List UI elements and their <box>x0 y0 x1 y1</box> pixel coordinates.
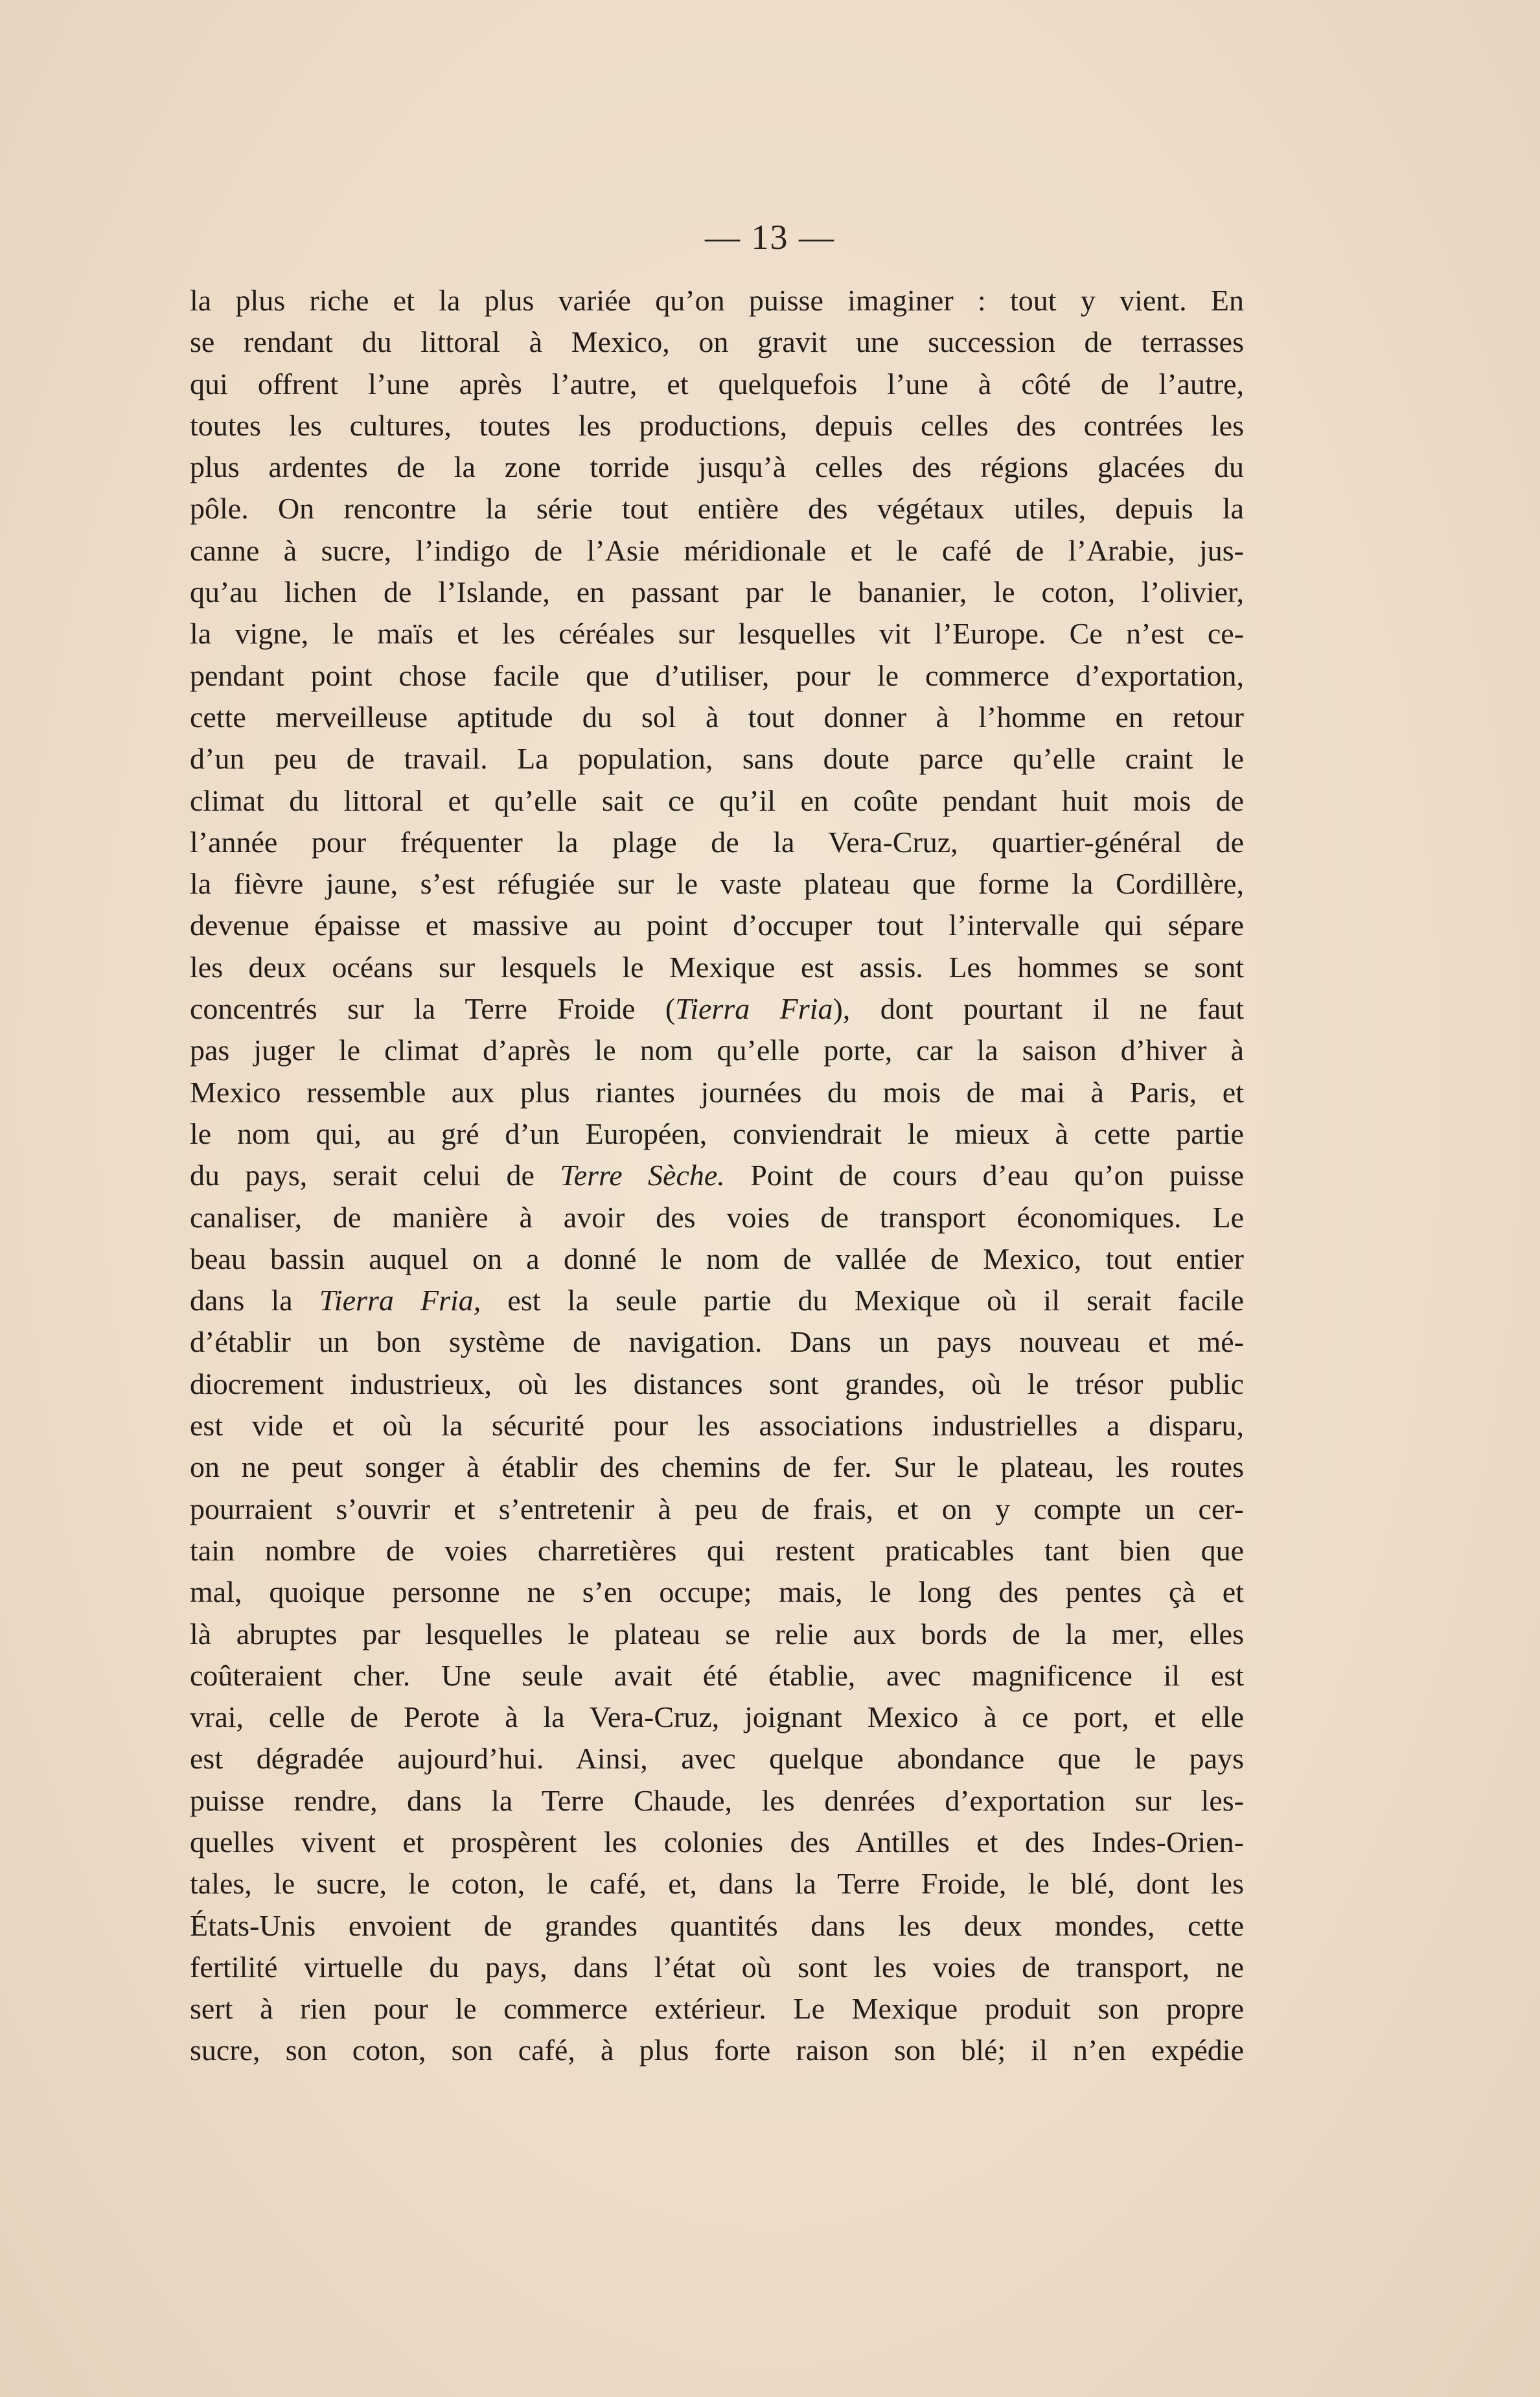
text-line <box>190 905 1244 946</box>
text-line <box>190 780 1244 822</box>
text-line <box>190 947 1244 988</box>
text-segment: tales, le sucre, le coton, le café, et, dans la Terre Froide, le blé, dont les <box>190 1867 1244 1901</box>
text-segment: beau bassin auquel on a donné le nom de vallée de Mexico, tout entier <box>190 1242 1244 1275</box>
text-segment: fertilité virtuelle du pays, dans l’état où sont les voies de transport, ne <box>190 1950 1244 1984</box>
text-line <box>190 446 1244 488</box>
text-segment: ), dont pourtant il ne faut <box>833 992 1244 1026</box>
text-segment: la plus riche et la plus variée qu’on puisse imaginer : tout y vient. En <box>190 284 1244 317</box>
text-segment: d’un peu de travail. La population, sans doute parce qu’elle craint le <box>190 742 1244 776</box>
text-segment: pendant point chose facile que d’utiliser, pour le commerce d’exportation, <box>190 658 1244 692</box>
text-segment: pôle. On rencontre la série tout entière des végétaux utiles, depuis la <box>190 492 1244 526</box>
text-segment: qui offrent l’une après l’autre, et quelquefois l’une à côté de l’autre, <box>190 367 1244 400</box>
text-segment: la fièvre jaune, s’est réfugiée sur le vaste plateau que forme la Cordillère, <box>190 867 1244 901</box>
text-line <box>190 1738 1244 1779</box>
text-line <box>190 1905 1244 1947</box>
text-line <box>190 1822 1244 1863</box>
text-line <box>190 738 1244 780</box>
text-line <box>190 572 1244 613</box>
text-segment: du pays, serait celui de <box>190 1159 560 1192</box>
text-line <box>190 1988 1244 2030</box>
text-line <box>190 530 1244 572</box>
text-line <box>190 1488 1244 1530</box>
text-segment: États-Unis envoient de grandes quantités dans les deux mondes, cette <box>190 1908 1244 1942</box>
text-segment: cette merveilleuse aptitude du sol à tout donner à l’homme en retour <box>190 700 1244 734</box>
text-segment: mal, quoique personne ne s’en occupe; mais, le long des pentes çà et <box>190 1575 1244 1609</box>
text-line <box>190 280 1244 321</box>
text-line <box>190 1696 1244 1738</box>
text-line <box>190 1446 1244 1488</box>
text-line <box>190 1405 1244 1446</box>
text-line <box>190 1197 1244 1238</box>
text-segment: pourraient s’ouvrir et s’entretenir à peu de frais, et on y compte un cer- <box>190 1492 1244 1525</box>
text-segment: diocrement industrieux, où les distances sont grandes, où le trésor public <box>190 1367 1244 1400</box>
text-line <box>190 1530 1244 1571</box>
text-segment: concentrés sur la Terre Froide ( <box>190 992 676 1026</box>
text-segment: on ne peut songer à établir des chemins de fer. Sur le plateau, les routes <box>190 1450 1244 1484</box>
text-line <box>190 1072 1244 1113</box>
page-number: — 13 — <box>705 218 835 257</box>
text-segment: climat du littoral et qu’elle sait ce qu’il en coûte pendant huit mois de <box>190 783 1244 817</box>
text-segment: quelles vivent et prospèrent les colonies des Antilles et des Indes-Orien- <box>190 1825 1244 1859</box>
text-line <box>190 405 1244 446</box>
text-line <box>190 1280 1244 1321</box>
text-line <box>190 1155 1244 1196</box>
text-segment: pas juger le climat d’après le nom qu’elle porte, car la saison d’hiver à <box>190 1034 1244 1067</box>
text-segment: sucre, son coton, son café, à plus forte raison son blé; il n’en expédie <box>190 2033 1244 2067</box>
text-segment: toutes les cultures, toutes les productions, depuis celles des contrées les <box>190 408 1244 442</box>
text-segment: sert à rien pour le commerce extérieur. Le Mexique produit son propre <box>190 1992 1244 2026</box>
text-line <box>190 1947 1244 1988</box>
text-segment: les deux océans sur lesquels le Mexique est assis. Les hommes se sont <box>190 950 1244 984</box>
text-segment: est vide et où la sécurité pour les associations industrielles a disparu, <box>190 1409 1244 1442</box>
text-segment: la vigne, le maïs et les céréales sur lesquelles vit l’Europe. Ce n’est ce- <box>190 617 1244 651</box>
text-segment: se rendant du littoral à Mexico, on gravit une succession de terrasses <box>190 325 1244 359</box>
text-segment: d’établir un bon système de navigation. Dans un pays nouveau et mé- <box>190 1325 1244 1359</box>
text-segment: là abruptes par lesquelles le plateau se relie aux bords de la mer, elles <box>190 1617 1244 1650</box>
text-segment: l’année pour fréquenter la plage de la Vera-Cruz, quartier-général de <box>190 825 1244 859</box>
text-line <box>190 1113 1244 1155</box>
text-line <box>190 321 1244 363</box>
text-segment: coûteraient cher. Une seule avait été établie, avec magnificence il est <box>190 1658 1244 1692</box>
text-segment: est la seule partie du Mexique où il serait facile <box>481 1284 1244 1317</box>
text-line <box>190 1571 1244 1613</box>
text-segment: dans la <box>190 1284 319 1317</box>
text-line <box>190 2030 1244 2071</box>
text-segment: vrai, celle de Perote à la Vera-Cruz, joignant Mexico à ce port, et elle <box>190 1700 1244 1734</box>
text-line <box>190 655 1244 697</box>
text-segment: devenue épaisse et massive au point d’occuper tout l’intervalle qui sépare <box>190 909 1244 942</box>
text-segment: puisse rendre, dans la Terre Chaude, les denrées d’exportation sur les- <box>190 1783 1244 1817</box>
italic-text: Terre Sèche. <box>560 1159 725 1192</box>
text-segment: est dégradée aujourd’hui. Ainsi, avec quelque abondance que le pays <box>190 1742 1244 1776</box>
text-line <box>190 613 1244 654</box>
text-line <box>190 988 1244 1030</box>
text-segment: Point de cours d’eau qu’on puisse <box>724 1159 1244 1192</box>
text-line <box>190 1863 1244 1905</box>
body-text <box>190 280 1244 2072</box>
text-line <box>190 1655 1244 1696</box>
text-line <box>190 697 1244 738</box>
text-segment: Mexico ressemble aux plus riantes journées du mois de mai à Paris, et <box>190 1075 1244 1109</box>
text-line <box>190 1030 1244 1071</box>
text-line <box>190 488 1244 529</box>
italic-text: Tierra Fria, <box>319 1284 481 1317</box>
text-line <box>190 364 1244 405</box>
text-line <box>190 1321 1244 1363</box>
text-line <box>190 1780 1244 1822</box>
text-segment: canne à sucre, l’indigo de l’Asie méridionale et le café de l’Arabie, jus- <box>190 533 1244 567</box>
text-segment: qu’au lichen de l’Islande, en passant par le bananier, le coton, l’olivier, <box>190 575 1244 609</box>
text-line <box>190 863 1244 905</box>
text-line <box>190 1238 1244 1280</box>
text-segment: canaliser, de manière à avoir des voies de transport économiques. Le <box>190 1200 1244 1234</box>
text-line <box>190 822 1244 863</box>
text-segment: tain nombre de voies charretières qui restent praticables tant bien que <box>190 1533 1244 1567</box>
text-segment: le nom qui, au gré d’un Européen, conviendrait le mieux à cette partie <box>190 1117 1244 1150</box>
text-segment: plus ardentes de la zone torride jusqu’à celles des régions glacées du <box>190 450 1244 484</box>
text-line <box>190 1363 1244 1405</box>
text-line <box>190 1614 1244 1655</box>
italic-text: Tierra Fria <box>675 992 833 1026</box>
